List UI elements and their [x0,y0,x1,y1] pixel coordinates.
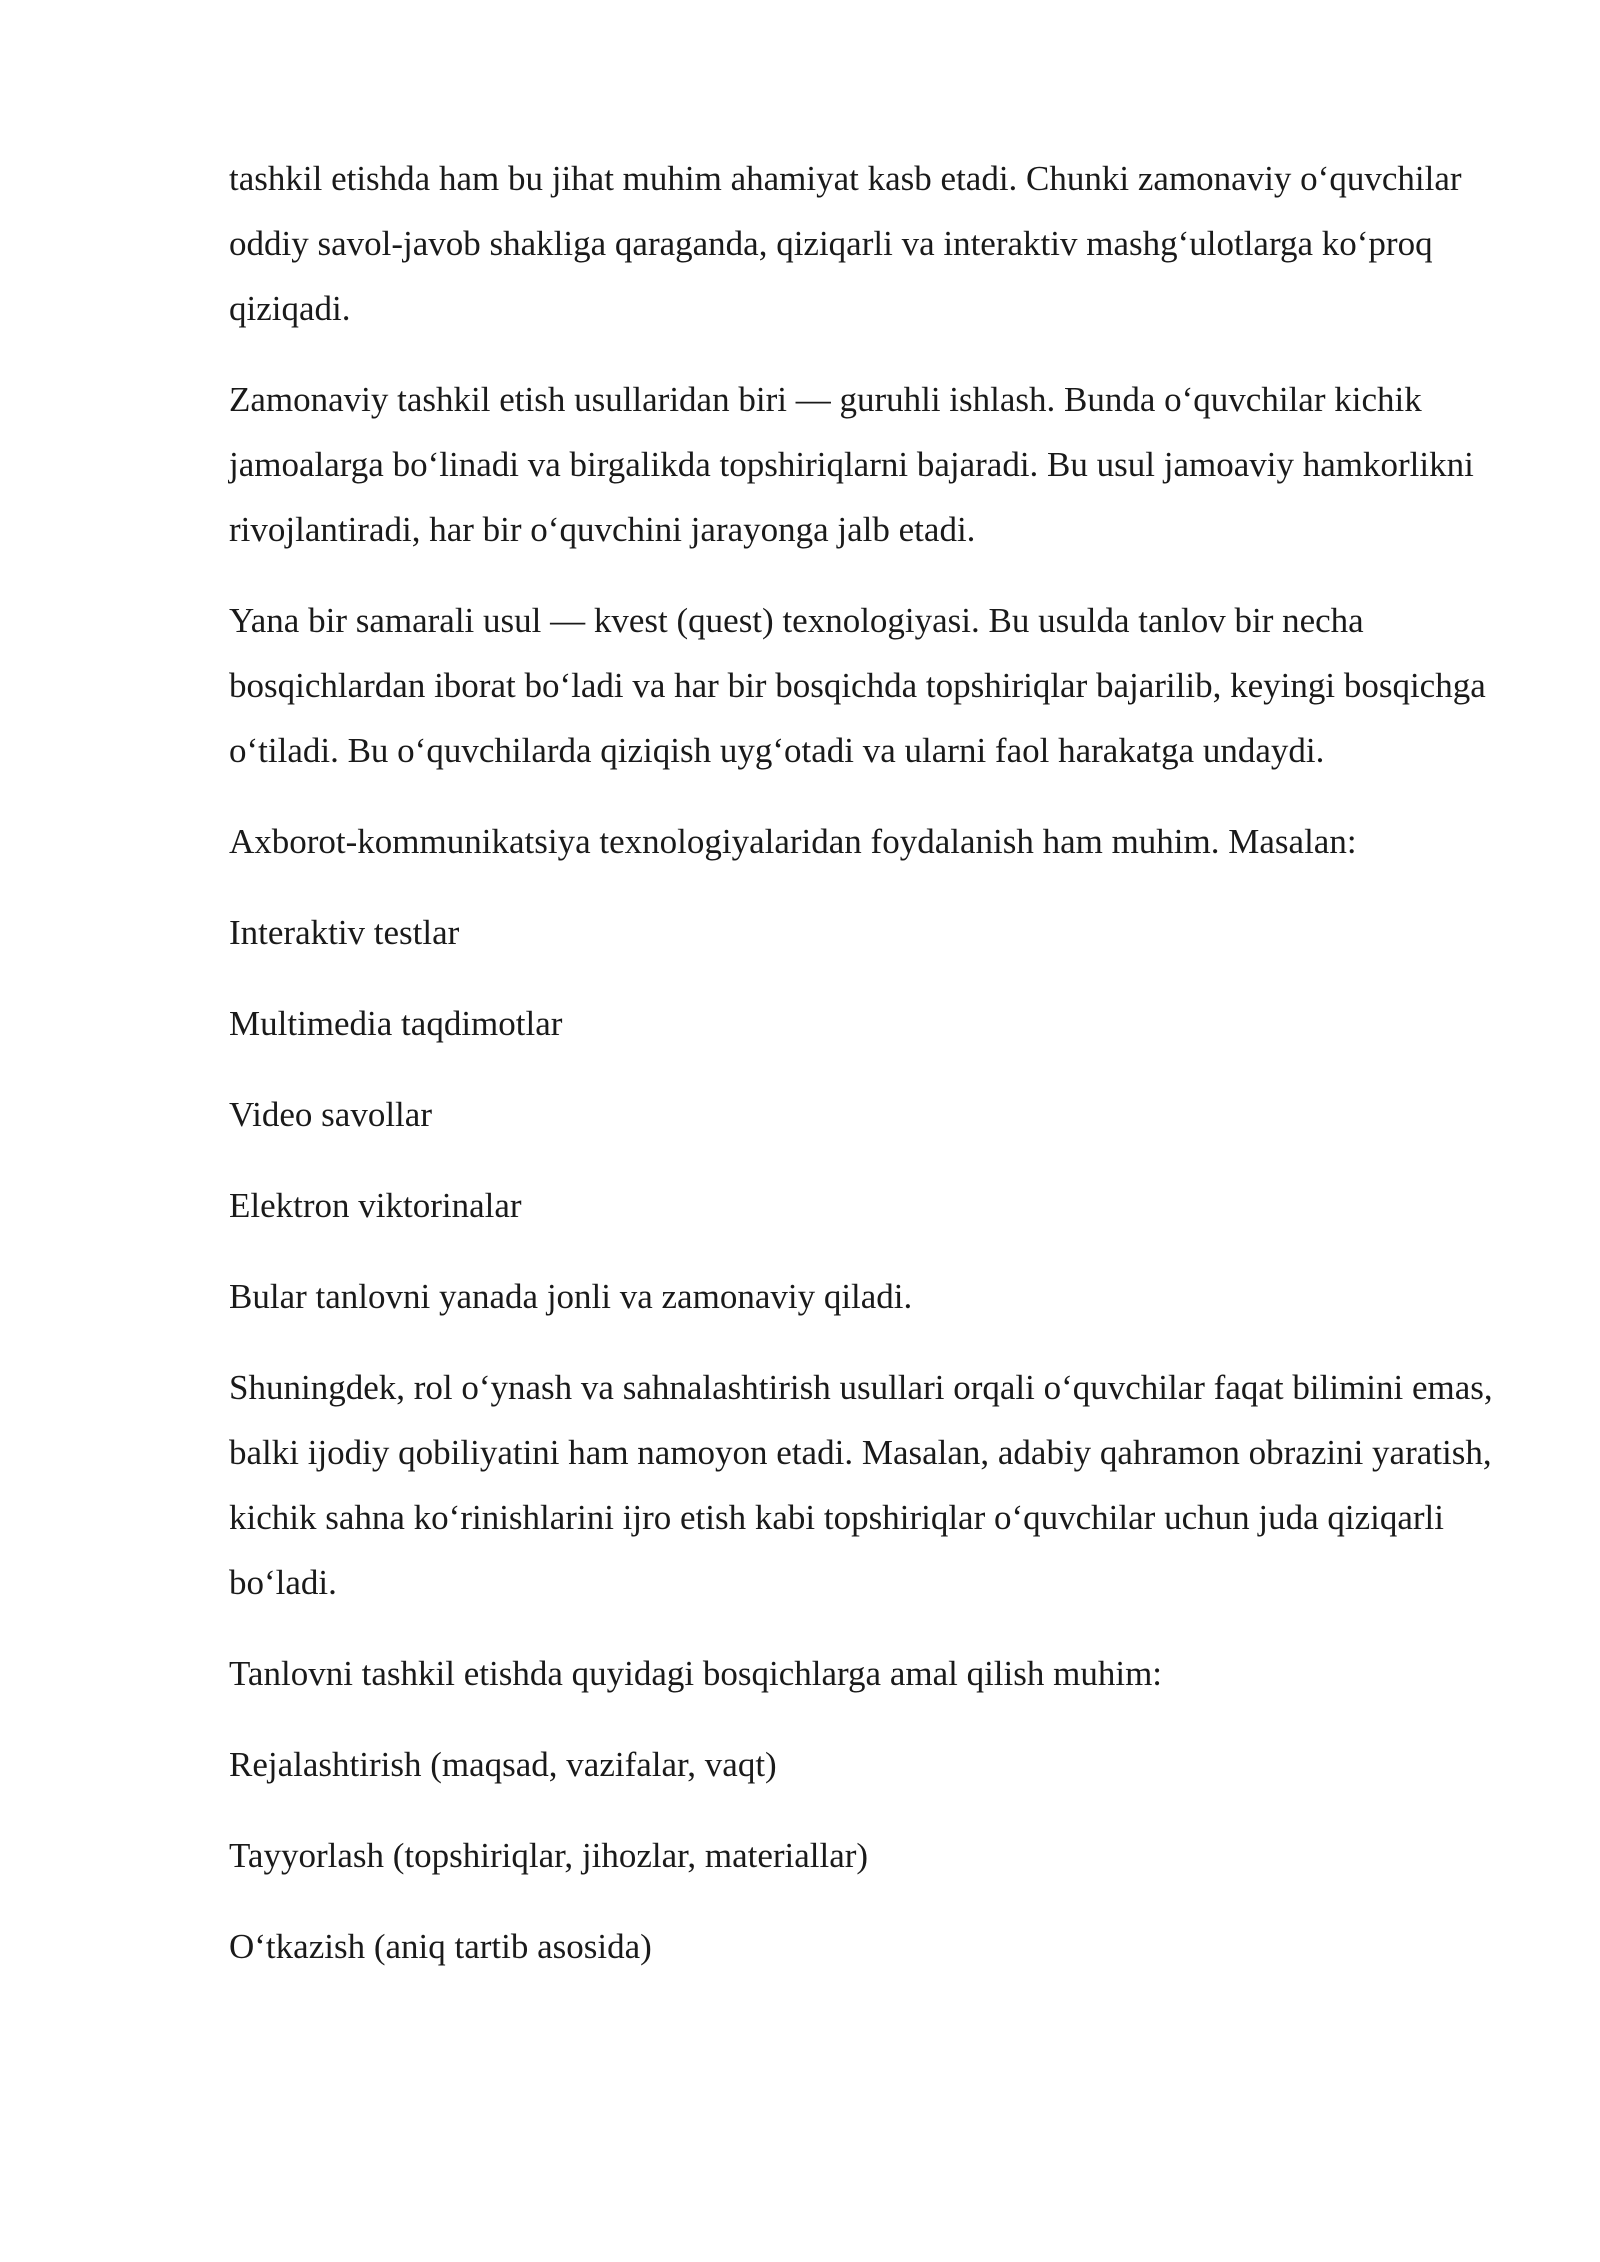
paragraph-role-play: Shuningdek, rol o‘ynash va sahnalashtirish usullari orqali o‘quvchilar faqat bilimini emas, balki ijodiy qobiliyatini ham namoyon etadi. Masalan, adabiy qahramon obrazini yaratish, kichik sahna ko‘rinishlarini ijro etish kabi topshiriqlar o‘quvchilar uchun juda qiziqarli bo‘ladi. [229,1368,1493,1602]
paragraph-quest-technology: Yana bir samarali usul — kvest (quest) texnologiyasi. Bu usulda tanlov bir necha bosqichlardan iborat bo‘ladi va har bir bosqichda topshiriqlar bajarilib, keyingi bosqichga o‘tiladi. Bu o‘quvchilarda qiziqish uyg‘otadi va ularni faol harakatga undaydi. [229,601,1486,770]
list-item-multimedia: Multimedia taqdimotlar [229,1004,563,1043]
paragraph-ict-summary: Bular tanlovni yanada jonli va zamonaviy qiladi. [229,1277,913,1316]
list-item-video-questions: Video savollar [229,1095,432,1134]
list-item-planning: Rejalashtirish (maqsad, vazifalar, vaqt) [229,1745,777,1784]
list-item-preparation: Tayyorlash (topshiriqlar, jihozlar, materiallar) [229,1836,869,1875]
document-body [229,146,1499,2005]
list-item-conducting: O‘tkazish (aniq tartib asosida) [229,1927,652,1966]
list-item-electronic-quizzes: Elektron viktorinalar [229,1186,522,1225]
paragraph-group-work: Zamonaviy tashkil etish usullaridan biri — guruhli ishlash. Bunda o‘quvchilar kichik jamoalarga bo‘linadi va birgalikda topshiriqlarni bajaradi. Bu usul jamoaviy hamkorlikni rivojlantiradi, har bir o‘quvchini jarayonga jalb etadi. [229,380,1474,549]
paragraph-ict-intro: Axborot-kommunikatsiya texnologiyalaridan foydalanish ham muhim. Masalan: [229,822,1357,861]
list-item-interactive-tests: Interaktiv testlar [229,913,460,952]
paragraph-intro-continuation: tashkil etishda ham bu jihat muhim ahamiyat kasb etadi. Chunki zamonaviy o‘quvchilar oddiy savol-javob shakliga qaraganda, qiziqarli va interaktiv mashg‘ulotlarga ko‘proq qiziqadi. [229,159,1462,328]
paragraph-stages-intro: Tanlovni tashkil etishda quyidagi bosqichlarga amal qilish muhim: [229,1654,1163,1693]
